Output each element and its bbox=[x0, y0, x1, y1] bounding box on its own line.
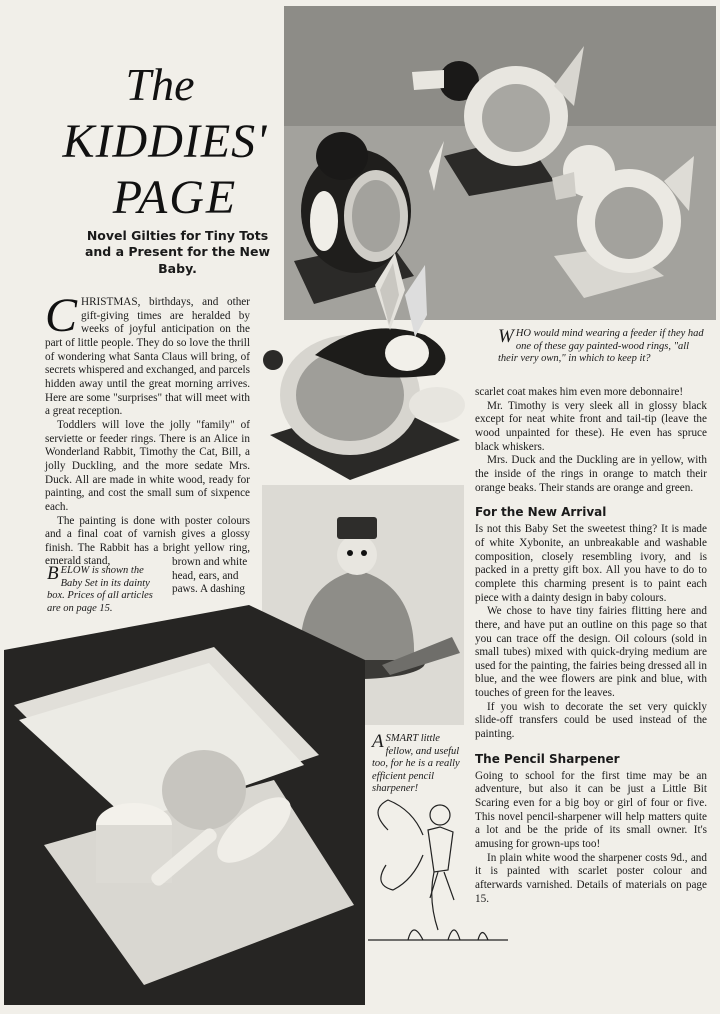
title-kiddies: KIDDIES' bbox=[62, 115, 268, 168]
column-two-text bbox=[475, 386, 707, 906]
new-arrival-heading: For the New Arrival bbox=[475, 505, 607, 520]
baby-set-illustration bbox=[4, 605, 365, 1005]
caption-sharpener: ASMART little fellow, and useful too, for he is a really efficient pencil sharpener! bbox=[372, 731, 460, 795]
intro-p1: CHRISTMAS, birthdays, and other gift-giving times are heralded by weeks of joyful anticipation on the part of little people. They do so love the thrill of wondering what Santa Claus will bring, of secrets whispered and exchanged, and parcels hidden away until the great morning arrives. Here are some "surprises" that will meet with a great reception. bbox=[45, 289, 251, 418]
photo-baby-set bbox=[4, 605, 365, 1005]
intro-text bbox=[45, 289, 251, 569]
subtitle: Novel Gilties for Tiny Tots and a Present for the New Baby. bbox=[84, 228, 271, 276]
caption-baby-set: BELOW is shown the Baby Set in its dainty box. Prices of all articles are on page 15. bbox=[47, 563, 153, 614]
photo-rabbit-ring bbox=[255, 245, 470, 485]
dropcap: C bbox=[45, 289, 78, 342]
intro-p3: The painting is done with poster colours and a final coat of varnish gives a glossy finish. The Rabbit has a bright yellow ring, emerald stand, bbox=[45, 514, 250, 568]
col2-p3: Mrs. Duck and the Duckling are in yellow, with the inside of the rings in orange to match their orange beaks. Their stands are orange and green. bbox=[475, 454, 707, 494]
new-arrival-p3: If you wish to decorate the set very quickly slide-off transfers could be used instead of the painting. bbox=[475, 700, 707, 741]
sharpener-p1: Going to school for the first time may be an adventure, but also it can be just a Little Bit Scaring even for a big boy or girl of four or five. This novel pencil-sharpener will help matters quite a lot and be the pride of its small owner. It's amusing for grown-ups too! bbox=[475, 769, 707, 851]
col2-p2: Mr. Timothy is very sleek all in glossy black except for neat white front and tail-tip (leave the wood unpainted for these). He even has spruce black whiskers. bbox=[475, 399, 707, 453]
new-arrival-p1: Is not this Baby Set the sweetest thing? It is made of white Xybonite, an unbreakable and washable composition, closely resembling ivory, and is packed in a pretty gift box. All you have to do to complete this charming present is to paint each piece with a dainty design in baby colours. bbox=[475, 523, 707, 604]
sharpener-heading: The Pencil Sharpener bbox=[475, 751, 620, 766]
new-arrival-p2: We chose to have tiny fairies flitting here and there, and have put an outline on this page so that you can trace off the design. Oil colours (sold in small tubes) mixed with quick-drying medium are used for the painting, the fairies being dressed all in blue, and the wee flowers are pink and blue, with touches of green for the leaves. bbox=[475, 605, 707, 700]
caption-feeder-rings: WHO would mind wearing a feeder if they had one of these gay painted-wood rings, "all their very own," in which to keep it? bbox=[498, 326, 704, 365]
sharpener-p2: In plain white wood the sharpener costs 9d., and it is painted with scarlet poster colour and afterwards varnished. Details of materials on page 15. bbox=[475, 851, 707, 905]
rabbit-illustration bbox=[255, 245, 470, 485]
intro-p3-cont: brown and white head, ears, and paws. A dashing bbox=[172, 556, 248, 596]
intro-p2: Toddlers will love the jolly "family" of serviette or feeder rings. There is an Alice in Wonderland Rabbit, Timothy the Cat, Bill, a jolly Duckling, and the more sedate Mrs. Duck. All are made in white wood, ready for painting, and cost the small sum of sixpence each. bbox=[45, 418, 250, 513]
title-page: PAGE bbox=[112, 171, 238, 224]
title-the: The bbox=[125, 59, 195, 110]
col2-p1: scarlet coat makes him even more debonnaire! bbox=[475, 386, 684, 398]
